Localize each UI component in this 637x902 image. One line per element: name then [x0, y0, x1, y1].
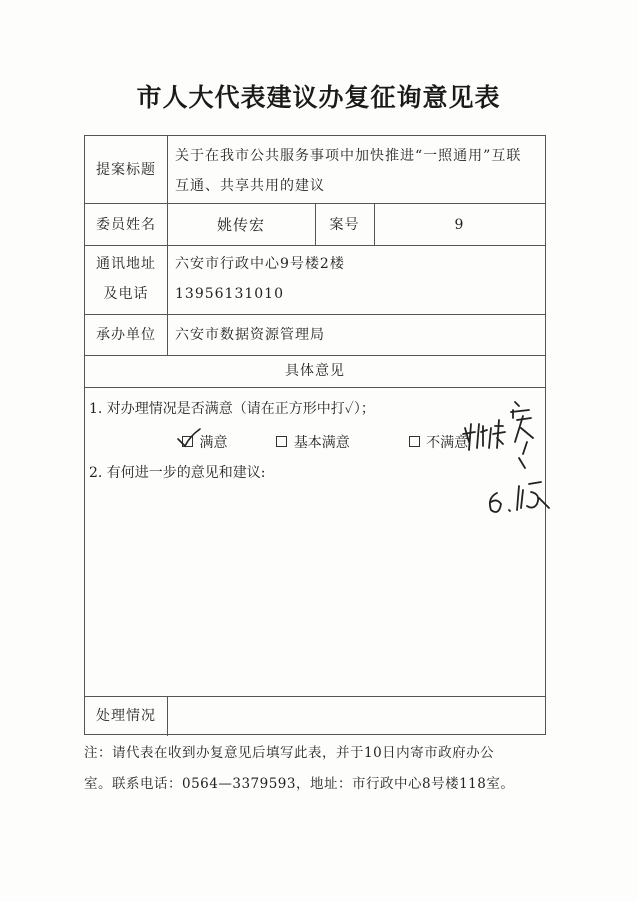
handwritten-signature	[457, 398, 557, 528]
footnote-line-1: 注：请代表在收到办复意见后填写此表，并于10日内寄市政府办公	[84, 745, 495, 761]
option-satisfied-label: 满意	[199, 435, 228, 451]
case-no: 9	[454, 217, 465, 233]
processing-label: 处理情况	[96, 708, 156, 724]
proposal-title-label: 提案标题	[96, 162, 156, 178]
phone-value: 13956131010	[175, 286, 284, 302]
handler-value: 六安市数据资源管理局	[175, 327, 325, 343]
address-value: 六安市行政中心9号楼2楼	[175, 256, 345, 272]
option-satisfied[interactable]	[182, 435, 232, 451]
form-title: 市人大代表建议办复征询意见表	[136, 83, 501, 112]
option-basic-label: 基本满意	[293, 435, 350, 451]
opinion-header: 具体意见	[285, 363, 345, 379]
member-name-label: 委员姓名	[96, 217, 156, 233]
case-no-label: 案号	[329, 217, 360, 233]
member-name: 姚传宏	[216, 216, 265, 234]
satisfaction-options	[182, 432, 468, 452]
address-label-1: 通讯地址	[96, 256, 156, 272]
proposal-title-line2: 互通、共享共用的建议	[175, 178, 325, 194]
address-label-2: 及电话	[103, 286, 149, 302]
footnote-line-2: 室。联系电话：0564—3379593，地址：市行政中心8号楼118室。	[84, 776, 515, 792]
footnote	[84, 738, 554, 800]
handler-label: 承办单位	[96, 327, 156, 343]
proposal-title-line1: 关于在我市公共服务事项中加快推进“一照通用”互联	[175, 148, 522, 164]
unsatisfied-checkbox[interactable]	[409, 436, 420, 447]
basic-checkbox[interactable]	[276, 436, 287, 447]
option-basic[interactable]	[276, 435, 354, 451]
question-1: 1. 对办理情况是否满意（请在正方形中打✓）；	[89, 401, 375, 417]
handwritten-check-icon	[176, 427, 202, 449]
option-unsatisfied-label: 不满意	[426, 435, 469, 451]
opinion-form	[84, 135, 546, 735]
question-2: 2. 有何进一步的意见和建议:	[89, 465, 266, 481]
